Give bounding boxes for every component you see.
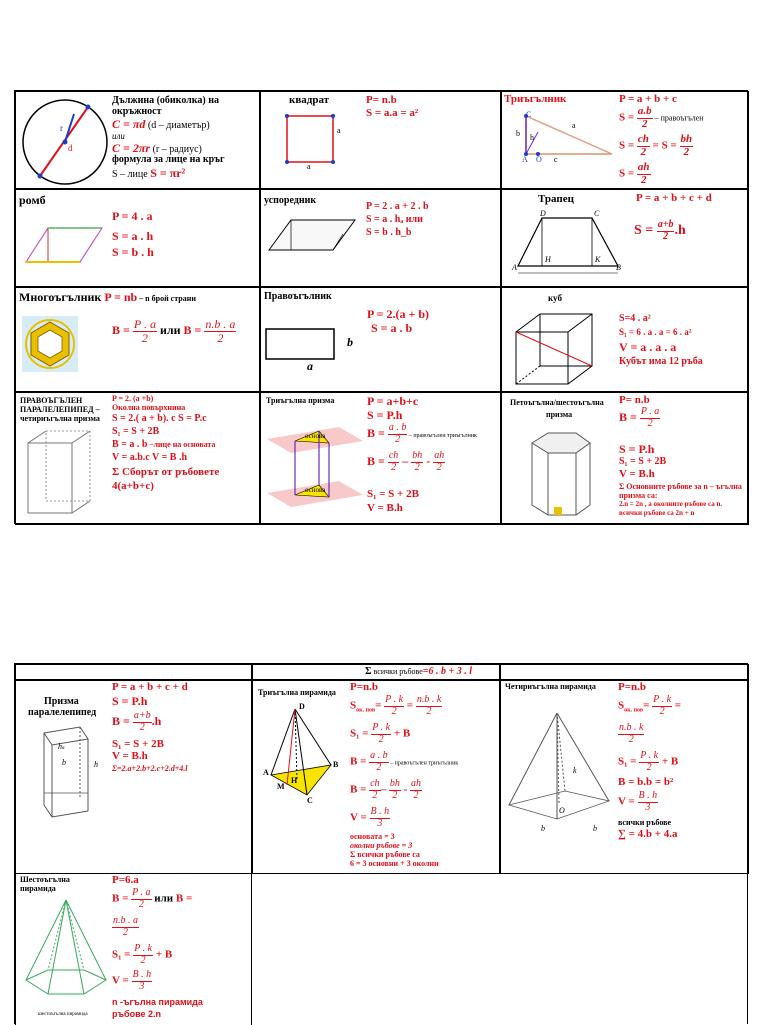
rhomb-title: ромб [19, 193, 46, 207]
cell-quadrangular-pyramid [500, 680, 749, 874]
formula-table-2 [14, 663, 748, 1024]
hexprism-title: Петоъгълна/шестоъгълна [510, 398, 604, 407]
trapezoid-label-K: K [595, 255, 601, 264]
square-perimeter: P= n.b [366, 94, 397, 106]
hexpyramid-base-area: B = $\frac{P . a}{2}$ или B = [112, 887, 193, 910]
quadpyramid-lateral-area: $S_{ок. пов}=$ $\frac{P . k}{2}$ = [618, 694, 682, 717]
triangle-label-h: h [530, 133, 534, 142]
rectangle-figure [263, 326, 343, 366]
cube-figure [512, 310, 602, 388]
triprism-figure [265, 413, 365, 521]
circle-formula-1: C = πd (d – диаметър) [112, 117, 210, 131]
hexpyramid-note-1: n -ъгълна пирамида [112, 997, 203, 1007]
hexprism-total-area: S₁ = S + 2B [619, 456, 667, 467]
circle-formula-3: S – лице S = πr² [112, 166, 186, 180]
triangle-label-A: A [522, 155, 528, 164]
parallelogram-area-2: S = b . h_b [366, 227, 412, 238]
triprism-perimeter: P = a+b+c [367, 394, 419, 408]
trapezoid-title: Трапец [538, 193, 574, 205]
hexprism-perimeter: P= n.b [619, 394, 650, 406]
hexpyramid-base-area-2: $\frac{n.b . a}{2}$ [113, 915, 138, 938]
trapezoid-label-B: B [616, 263, 621, 272]
circle-formula-2: C = 2πr (r – радиус) [112, 141, 202, 155]
quadpyramid-base-area: B = b.b = b² [618, 776, 674, 788]
hexprism-note-1: Σ Основните ръбове за n – ъгълна [619, 482, 742, 491]
circle-text-2: окръжност [112, 106, 162, 117]
cell-circle [15, 91, 260, 189]
tripyramid-base-area-general: B = $\frac{ch}{2}$ – $\frac{bh}{2}$ - $\frac{ah}{2}$ [350, 778, 421, 801]
triprism-lateral-area: S = P.h [367, 408, 403, 422]
hexprism-note-3: 2.n = 2n , а околните ръбове са n. [619, 500, 723, 508]
quadpyramid-lateral-area-2: $\frac{n.b . k}{2}$ [619, 722, 644, 745]
cell-cuboid [15, 392, 260, 525]
hexpyramid-figure [20, 894, 112, 1010]
quadpyramid-label-b2: b [593, 824, 597, 833]
rhomb-figure [18, 218, 108, 278]
trapezoid-area: S = $\frac{a+b}{2}$ .h [634, 219, 686, 242]
tripyramid-lateral-area: $S_{ок. пов}=$ $\frac{P . k}{2}$ = $\frac{n.b . k}{2}$ [350, 694, 442, 717]
tripyramid-label-M: M [277, 782, 285, 791]
polygon-title-line: Многоъгълник P = nb – n брой страни [19, 290, 196, 304]
hexprism-title-2: призма [546, 410, 573, 419]
triprism-base-area-right: B = $\frac{a . b}{2}$ – правоъгълен триъгълник [367, 422, 477, 445]
cube-total-area: S₁ = 6 . a . a = 6 . a² [619, 327, 692, 337]
cell-triangle [501, 91, 749, 189]
triangle-area-general: S = $\frac{ch}{2}$ = S = $\frac{bh}{2}$ [619, 133, 693, 158]
prism-total-area: S₁ = S + 2B [112, 738, 164, 750]
cuboid-edges-1: Σ Сборът от ръбовете [112, 466, 220, 478]
cube-area: S=4 . a² [619, 313, 651, 324]
prism-volume: V = B.h [112, 750, 148, 762]
parallelogram-perimeter: P = 2 . a + 2 . b [366, 201, 429, 212]
triangle-label-C: C [526, 110, 532, 119]
tripyramid-base-area-right: B = $\frac{a . b}{2}$ – правоъгълен триъгълник [350, 750, 459, 773]
prism-label-hs: hₛ [58, 742, 65, 751]
polygon-base-area: B = $\frac{P . a}{2}$ или B = $\frac{n.b . a}{2}$ [112, 317, 236, 345]
trapezoid-figure [514, 210, 624, 278]
square-label-a-bottom: a [307, 162, 311, 171]
cell-hexagonal-pyramid [15, 873, 252, 1025]
hexprism-note-4: всички ръбове са 2n + n [619, 509, 695, 517]
quadpyramid-title: Четириъгълна пирамида [505, 682, 596, 691]
hexpyramid-total-area: S₁ = $\frac{P . k}{2}$ + B [112, 943, 173, 966]
tripyramid-perimeter: P=n.b [350, 681, 378, 693]
cube-edges-note: Кубът има 12 ръба [619, 356, 703, 367]
tripyramid-label-H: H [291, 776, 298, 785]
header-cell-edges [252, 664, 500, 680]
cell-triangular-prism [260, 392, 501, 525]
cell-trapezoid [501, 189, 749, 287]
quadpyramid-label-k: k [573, 766, 577, 775]
quadpyramid-volume: V = $\frac{B . h}{3}$ [618, 790, 658, 813]
square-figure [281, 110, 341, 170]
quadpyramid-label-b1: b [541, 824, 545, 833]
quadpyramid-label-O: O [559, 806, 565, 815]
circle-or: или [112, 131, 125, 141]
rhomb-area-2: S = b . h [112, 245, 154, 259]
cell-rhomb [15, 189, 260, 287]
tripyramid-label-D: D [299, 702, 305, 711]
tripyramid-edges-3: Σ всички ръбове са [350, 850, 420, 859]
triprism-total-area: S₁ = S + 2B [367, 488, 419, 500]
rectangle-perimeter: P = 2.(a + b) [367, 307, 430, 321]
parallelogram-figure [265, 216, 360, 256]
label-r: r [60, 123, 63, 133]
triprism-base-label-top: основа [305, 432, 326, 440]
square-area: S = a.a = a² [366, 107, 419, 119]
cuboid-title-3: четириъгълна призма [20, 414, 100, 423]
hexpyramid-note-2: ръбове 2.n [112, 1009, 162, 1019]
tripyramid-label-B: B [333, 760, 339, 769]
cell-triangular-pyramid-formulas [346, 680, 500, 874]
cell-parallelogram [260, 189, 501, 287]
tripyramid-label-C: C [307, 796, 313, 805]
header-cell-empty-left [15, 664, 252, 680]
hexprism-lateral-area: S = P.h [619, 442, 655, 456]
cell-square [260, 91, 501, 189]
trapezoid-label-D: D [540, 209, 546, 218]
trapezoid-perimeter: P = a + b + c + d [636, 192, 712, 204]
prism-base-area: B = $\frac{a+b}{2}$ .h [112, 710, 162, 733]
cuboid-title-1: ПРАВОЪГЪЛЕН [20, 396, 83, 405]
rectangle-label-b: b [347, 335, 353, 349]
cell-prism-parallelepiped [15, 680, 252, 874]
trapezoid-label-H: H [545, 255, 551, 264]
tripyramid-label-A: A [263, 768, 269, 777]
circle-text-3: формула за лице на кръг [112, 154, 225, 165]
tripyramid-total-area: S₁ = $\frac{P . k}{2}$ + B [350, 722, 411, 745]
rectangle-label-a: a [307, 359, 313, 373]
tripyramid-edges-1: основата = 3 [350, 832, 395, 841]
quadpyramid-edges-label: всички ръбове [618, 818, 671, 827]
cuboid-edges-2: 4(a+b+c) [112, 480, 154, 492]
prism-edges-sum: Σ=2.a+2.b+2.c+2.d+4.l [112, 764, 188, 773]
cuboid-lateral-label: Околна повърхнина [112, 403, 186, 412]
triprism-volume: V = B.h [367, 502, 403, 514]
parallelogram-title: успоредник [264, 195, 317, 206]
cube-volume: V = a . a . a [619, 340, 677, 354]
quadpyramid-edges-sum: ∑ = 4.b + 4.a [618, 828, 678, 840]
triangle-area-a: S = $\frac{ah}{2}$ [619, 161, 650, 186]
prism-lateral-area: S = P.h [112, 694, 148, 708]
prism-perimeter: P = a + b + c + d [112, 681, 188, 693]
circle-text-1: Дължина (обиколка) на [112, 95, 219, 106]
hexpyramid-caption: шестоъгълна пирамида [38, 1012, 88, 1017]
quadpyramid-total-area: S₁ = $\frac{P . k}{2}$ + B [618, 750, 679, 773]
prism-title-1: Призма [44, 696, 79, 707]
hexprism-volume: V = B.h [619, 468, 655, 480]
tripyramid-figure [257, 702, 345, 805]
rectangle-title: Правоъгълник [264, 291, 332, 302]
rhomb-perimeter: P = 4 . a [112, 209, 153, 223]
cell-cube [501, 287, 749, 392]
triprism-base-area-general: B = $\frac{ch}{2}$ – $\frac{bh}{2}$ - $\frac{ah}{2}$ [367, 450, 445, 473]
rectangle-area: S = a . b [371, 321, 413, 335]
tripyramid-title: Триъгълна пирамида [258, 688, 336, 697]
tripyramid-volume: V = $\frac{B . h}{3}$ [350, 806, 390, 829]
tripyramid-edges-4: 6 = 3 основни + 3 околни [350, 859, 439, 868]
prism-figure [36, 723, 104, 823]
circle-figure [18, 94, 108, 188]
hexpyramid-title-1: Шестоъгълна [20, 875, 70, 884]
cuboid-total-area: S₁ = S + 2B [112, 426, 160, 437]
triangle-figure [504, 108, 614, 168]
cuboid-figure [24, 427, 104, 519]
cuboid-volume: V = a.b.c V = B .h [112, 452, 188, 463]
hexpyramid-perimeter: P=6.a [112, 874, 139, 886]
quadpyramid-perimeter: P=n.b [618, 681, 646, 693]
trapezoid-label-C: C [594, 209, 600, 218]
triangle-area-right: S = $\frac{a.b}{2}$ – правоъгълен [619, 105, 704, 130]
square-title: квадрат [289, 94, 330, 106]
triangle-title: Триъгълник [504, 93, 567, 105]
cube-title: куб [548, 293, 562, 303]
cell-rectangle [260, 287, 501, 392]
polygon-figure [22, 316, 78, 372]
rhomb-area-1: S = a . h [112, 229, 154, 243]
hexprism-note-2: призма са: [619, 491, 658, 500]
triangle-label-O: O [536, 155, 542, 164]
cell-hexagonal-prism [501, 392, 749, 525]
header-edges-sum: Σ всички ръбове=6 . b + 3 . l [365, 666, 472, 677]
triprism-base-label-bottom: основа [305, 486, 326, 494]
triprism-title: Триъгълна призма [266, 396, 335, 405]
tripyramid-edges-2: околни ръбове = 3 [350, 841, 413, 850]
cuboid-lateral-area: S = 2.( a + b). c S = P.c [112, 413, 207, 424]
hexprism-base-area: B = $\frac{P . a}{2}$ [619, 406, 660, 429]
trapezoid-label-A: A [512, 263, 517, 272]
prism-title-2: паралелепипед [28, 707, 97, 718]
header-cell-empty-right [500, 664, 749, 680]
triangle-label-a: a [572, 121, 576, 130]
prism-label-b: b [62, 758, 66, 767]
hexpyramid-volume: V = $\frac{B . h}{3}$ [112, 969, 152, 992]
cuboid-perimeter: P = 2. (a +b) [112, 394, 154, 403]
triangle-label-c: c [554, 155, 558, 164]
cuboid-title-2: ПАРАЛЕЛЕПИПЕД – [20, 405, 100, 414]
cell-triangular-pyramid [252, 680, 346, 874]
label-d: d [68, 143, 73, 153]
triangle-label-b: b [516, 129, 520, 138]
triangle-perimeter: P = a + b + c [619, 93, 677, 105]
hexpyramid-title-2: пирамида [20, 884, 56, 893]
cuboid-base-area: B = a . b –лице на основата [112, 439, 216, 450]
cell-polygon [15, 287, 260, 392]
prism-label-h: h [94, 760, 98, 769]
formula-table-1 [14, 90, 748, 524]
hexprism-figure [518, 427, 598, 523]
square-label-a-right: a [337, 126, 341, 135]
parallelogram-area-1: S = a . hₐ или [366, 214, 423, 225]
